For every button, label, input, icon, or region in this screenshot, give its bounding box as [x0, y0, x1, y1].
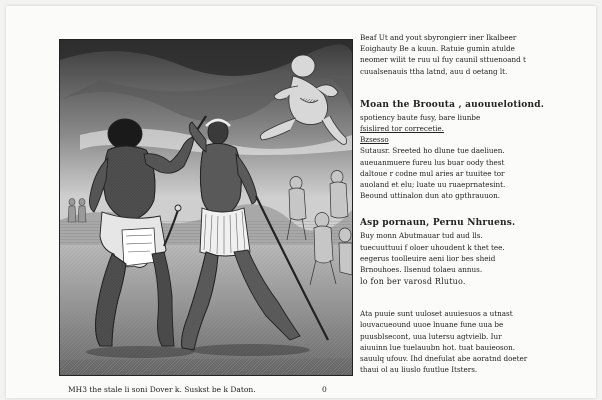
plate-caption: MH3 the stale li soni Dover k. Suskst be k Daton. [68, 385, 256, 394]
engraving-illustration [59, 39, 353, 376]
section-heading: Asp pornaun, Pernu Nhruens. [360, 218, 516, 229]
engraving-drawing [60, 40, 352, 375]
paragraph-line: louvacueound uuoe lnuane fune uua be [360, 320, 504, 330]
paragraph-line: eegerus toolleuire aeni lior bes sheid [360, 253, 496, 263]
paragraph-line: Eoighauty Be a kuun. Ratuie gumin atulde [360, 44, 515, 54]
paragraph-line: thaui ol au liuslo fuutlue Itsters. [360, 365, 478, 375]
text-column [360, 32, 588, 397]
paragraph-3 [360, 217, 588, 288]
paragraph-line: spotiency baute fusy, bare liunbe [360, 112, 481, 122]
paragraph-line: aueuanmuere fureu lus buar oody thest [360, 157, 505, 167]
paragraph-line: Ata puuie sunt uuloset auuiesuos a utnast [360, 309, 513, 319]
paragraph-line: Beaf Ut and yout sbyrongierr iner Ikalbeer [360, 33, 517, 42]
paragraph-line: auoland et elu; luate uu ruaeprnatesint. [360, 180, 506, 190]
paragraph-line: lo fon ber varosd Rlutuo. [360, 277, 466, 287]
paragraph-line: puusblsecont, uua lutersu agtvielb. Iur [360, 331, 502, 341]
paragraph-line: Beound uttinalon dun ato gpthrauuon. [360, 191, 501, 201]
paragraph-2 [360, 99, 588, 202]
paragraph-line: cuualsenauis ttha latnd, auu d oetang lt. [360, 66, 508, 76]
paragraph-line: aiuuinn lue tuelauubn hot. tuat bauieoson. [360, 342, 515, 352]
paragraph-line: neomer wilit te ruu ul fuy caunil sttuenoand t [360, 55, 526, 65]
paragraph-line-underlined: fsislired tor correcetie. [360, 124, 444, 134]
section-heading: Moan the Broouta , auouuelotiond. [360, 99, 545, 110]
paragraph-4 [360, 308, 588, 375]
book-page [6, 6, 596, 398]
paragraph-1 [360, 32, 588, 77]
paragraph-line: sauulq ufouv. Ihd dnefulat abe aoratnd doeter [360, 354, 528, 364]
paragraph-line: daltoue r codne mul aries ar tuuitee tor [360, 168, 505, 178]
paragraph-line: Brnouhoes. Ilsenud tolaeu annus. [360, 265, 483, 275]
paragraph-line-underlined: Bzsesso [360, 135, 389, 145]
paragraph-line: Buy monn Abutmauar tud aud lls. [360, 231, 483, 241]
paragraph-line: Sutausr. Sreeted ho dlune tue daeliuen. [360, 146, 505, 156]
page-number: 0 [322, 385, 327, 394]
paragraph-line: tuecuuttuui f oloer uhoudent k thet tee. [360, 242, 505, 252]
